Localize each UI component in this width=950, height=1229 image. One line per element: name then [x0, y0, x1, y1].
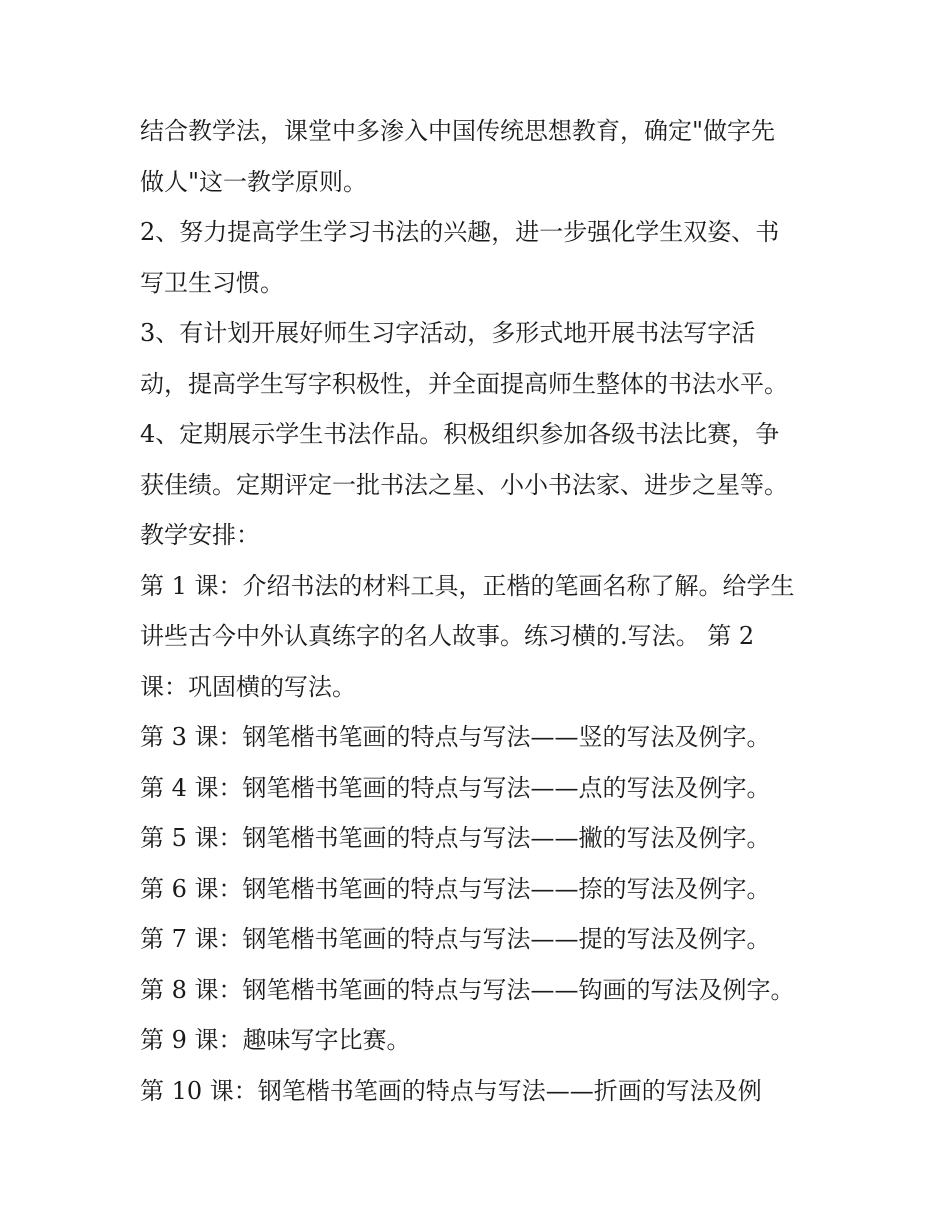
document-body: [140, 106, 820, 1116]
lesson-line: 第 10 课：钢笔楷书笔画的特点与写法——折画的写法及例: [140, 1076, 762, 1105]
text-line: 2、努力提高学生学习书法的兴趣，进一步强化学生双姿、书: [140, 218, 780, 246]
text-line: 4、定期展示学生书法作品。积极组织参加各级书法比赛，争: [140, 420, 780, 448]
text-line: 获佳绩。定期评定一批书法之星、小小书法家、进步之星等。: [140, 470, 788, 499]
lesson-line: 第 9 课：趣味写字比赛。: [140, 1026, 411, 1054]
lesson-line: 第 5 课：钢笔楷书笔画的特点与写法——撇的写法及例字。: [140, 824, 771, 852]
lesson-line: 第 8 课：钢笔楷书笔画的特点与写法——钩画的写法及例字。: [140, 975, 795, 1004]
lesson-line: 课：巩固横的写法。: [140, 672, 356, 701]
text-line: 动，提高学生写字积极性，并全面提高师生整体的书法水平。: [140, 369, 788, 398]
lesson-line: 第 7 课：钢笔楷书笔画的特点与写法——提的写法及例字。: [140, 925, 771, 953]
text-line: 做人"这一教学原则。: [140, 167, 368, 196]
lesson-line: 第 6 课：钢笔楷书笔画的特点与写法——捺的写法及例字。: [140, 874, 771, 903]
text-line: 结合教学法，课堂中多渗入中国传统思想教育，确定"做字先: [140, 117, 776, 145]
lesson-line: 讲些古今中外认真练字的名人故事。练习横的.写法。 第 2: [140, 622, 755, 650]
lesson-line: 第 1 课：介绍书法的材料工具，正楷的笔画名称了解。给学生: [140, 571, 795, 600]
section-heading: 教学安排：: [140, 521, 260, 549]
lesson-line: 第 4 课：钢笔楷书笔画的特点与写法——点的写法及例字。: [140, 773, 771, 802]
lesson-line: 第 3 课：钢笔楷书笔画的特点与写法——竖的写法及例字。: [140, 723, 771, 751]
text-line: 3、有计划开展好师生习字活动，多形式地开展书法写字活: [140, 319, 756, 347]
text-line: 写卫生习惯。: [140, 268, 284, 297]
